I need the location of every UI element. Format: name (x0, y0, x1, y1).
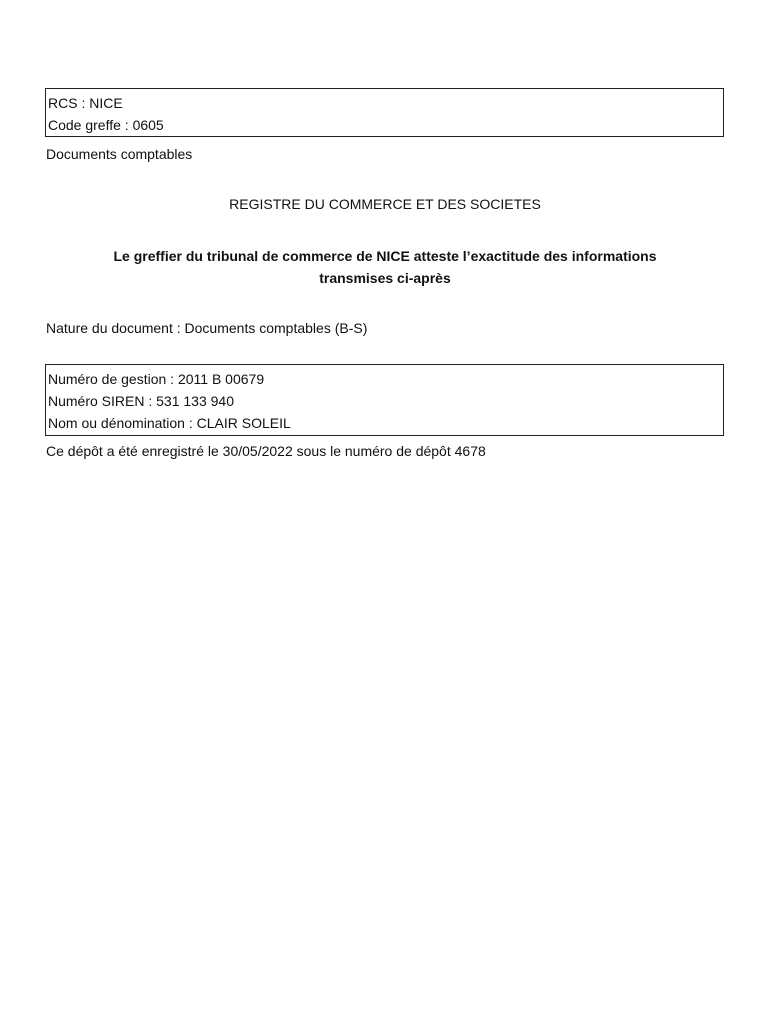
attestation-statement (60, 245, 710, 289)
attestation-line-2: transmises ci-après (319, 270, 451, 286)
gestion-number: Numéro de gestion : 2011 B 00679 (48, 371, 265, 387)
deposit-statement: Ce dépôt a été enregistré le 30/05/2022 sous le numéro de dépôt 4678 (46, 443, 486, 459)
attestation-line-1: Le greffier du tribunal de commerce de NICE atteste l’exactitude des informations (113, 248, 657, 264)
registry-title: REGISTRE DU COMMERCE ET DES SOCIETES (229, 196, 541, 212)
siren-number: Numéro SIREN : 531 133 940 (48, 393, 234, 409)
company-name: Nom ou dénomination : CLAIR SOLEIL (48, 415, 291, 431)
registry-header-box (45, 88, 724, 137)
document-type-label: Documents comptables (46, 146, 193, 162)
rcs-line: RCS : NICE (48, 95, 123, 111)
code-greffe-line: Code greffe : 0605 (48, 117, 164, 133)
document-nature: Nature du document : Documents comptables (B-S) (46, 320, 368, 336)
company-info-box (45, 364, 724, 436)
